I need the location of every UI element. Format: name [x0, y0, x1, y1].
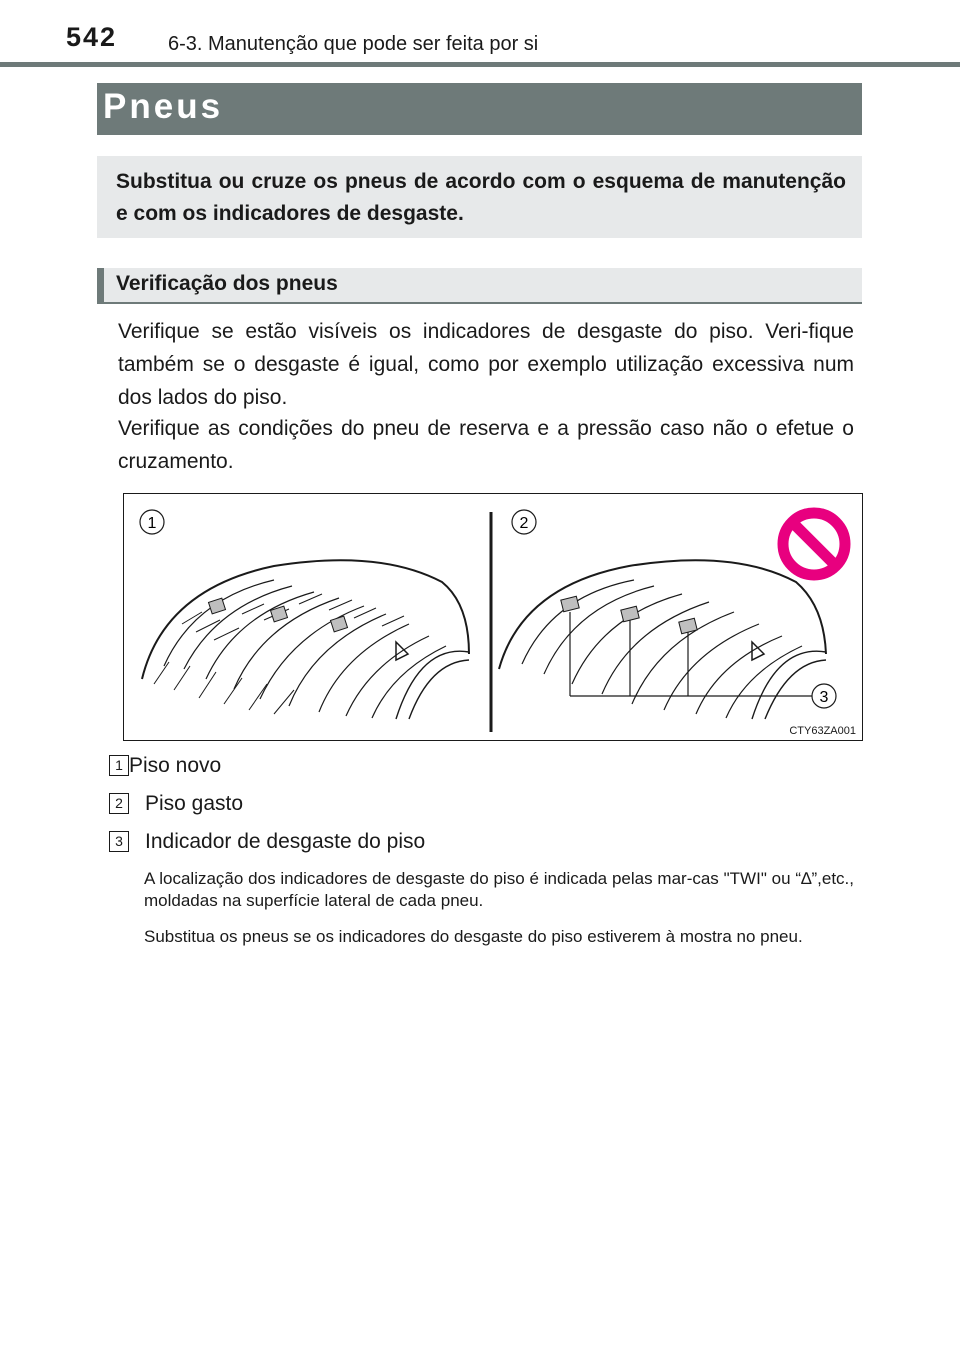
legend-number: 1 — [109, 755, 129, 776]
legend-number: 2 — [109, 793, 129, 814]
subsection-title: Verificação dos pneus — [116, 272, 338, 295]
header-rule — [0, 62, 960, 67]
legend-label: Piso novo — [129, 754, 222, 777]
callout-label: 3 — [819, 689, 829, 706]
figure-code: CTY63ZA001 — [789, 725, 856, 737]
legend-label: Indicador de desgaste do piso — [145, 830, 426, 853]
worn-tread-tire — [499, 560, 826, 719]
note-paragraph: Substitua os pneus se os indicadores do desgaste do piso estiverem à mostra no pneu. — [144, 927, 803, 946]
subsection-rule — [97, 302, 862, 304]
legend-item — [109, 792, 243, 816]
legend-item — [109, 754, 221, 778]
body-paragraph: Verifique as condições do pneu de reserva e a pressão caso não o efetue o cruzamento. — [118, 417, 854, 473]
new-tread-tire — [142, 560, 469, 719]
no-symbol-icon — [783, 513, 845, 575]
note-paragraph: A localização dos indicadores de desgaste do piso é indicada pelas mar-cas "TWI" ou “∆”,etc., moldadas na superfície lateral de cada pneu. — [144, 869, 854, 910]
legend-number: 3 — [109, 831, 129, 852]
callout-label: 2 — [519, 515, 529, 532]
page-title: Pneus — [103, 87, 224, 126]
callout-label: 1 — [147, 515, 157, 532]
tire-figure — [123, 493, 863, 741]
tire-illustration — [124, 494, 862, 740]
subsection-accent — [97, 268, 104, 302]
page-number: 542 — [66, 22, 118, 52]
intro-text: Substitua ou cruze os pneus de acordo com o esquema de manutenção e com os indicadores de desgaste. — [116, 170, 846, 225]
legend-item — [109, 830, 425, 854]
section-header: 6-3. Manutenção que pode ser feita por si — [168, 33, 539, 55]
body-paragraph: Verifique se estão visíveis os indicadores de desgaste do piso. Veri-fique também se o desgaste é igual, como por exemplo utilização excessiva num dos lados do piso. — [118, 320, 854, 409]
legend-label: Piso gasto — [145, 792, 244, 815]
